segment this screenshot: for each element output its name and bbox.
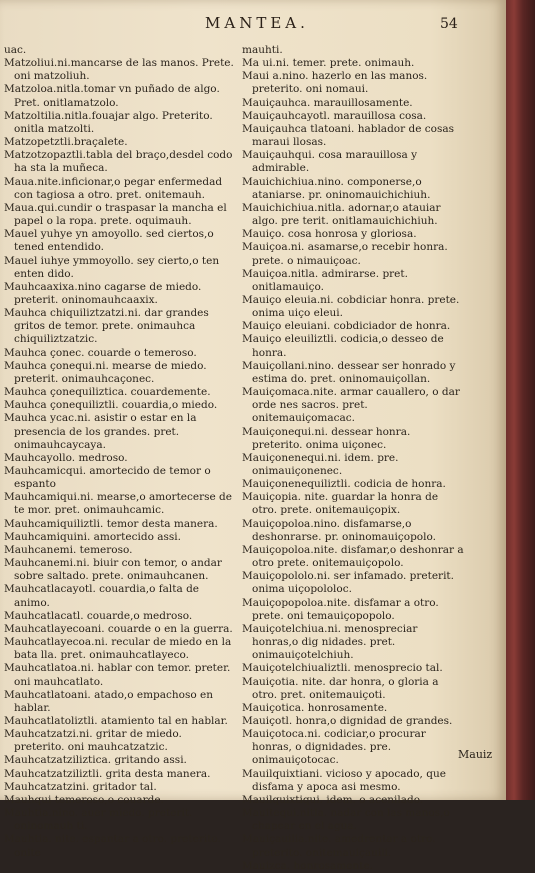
dictionary-entry: Mauhca çonequiliztli. couardia,o miedo.: [4, 399, 218, 412]
dictionary-entry: Mauel yuhye yn amoyollo. sed ciertos,o tened entendido.: [4, 228, 214, 254]
dictionary-entry: Mauhcamiquini. amortecido assi.: [4, 530, 181, 543]
dictionary-entry: Matzoliui.ni.mancarse de las manos. Prete. oni matzoliuh.: [4, 57, 234, 83]
dictionary-entry: Mauiçopopoloa.nite. disfamar a otro. prete. oni temauiçopopolo.: [242, 596, 439, 622]
book-spine: [505, 0, 535, 800]
dictionary-entry: Mauhcatlayecoa.ni. recular de miedo en la bata lla. pret. onimauhcatlayeco.: [4, 636, 232, 662]
dictionary-entry: Matzoloa.nitla.tomar vn puñado de algo. Pret. onitlamatzolo.: [4, 83, 220, 109]
dictionary-entry: Mauiçauhqui. cosa marauillosa y admirable.: [242, 149, 418, 175]
dictionary-entry: Matzotzopaztli.tabla del braço,desdel codo ha sta la muñeca.: [4, 149, 233, 175]
dictionary-entry: Mauel iuhye ymmoyollo. sey cierto,o ten enten dido.: [4, 254, 220, 280]
dictionary-entry: Mauiçotica. honrosamente.: [242, 701, 388, 714]
dictionary-entry: Mauhcatzatzini. gritador tal.: [4, 780, 157, 793]
dictionary-entry: Mauiçauhca tlatoani. hablador de cosas maraui llosas.: [242, 122, 454, 149]
dictionary-entry: Mauichichiua.nino. componerse,o ataniarse. pr. oninomauichichiuh.: [242, 175, 431, 201]
dictionary-entry: Mauiçonenequiliztli. codicia de honra.: [242, 478, 446, 491]
dictionary-entry: Mauiçotelchiualiztli. menosprecio tal.: [242, 662, 443, 675]
dictionary-entry: Mauhcanemi.ni. biuir con temor, o andar sobre saltado. prete. onimauhcanen.: [4, 557, 222, 583]
dictionary-entry: Maui a.nino. hazerlo en las manos. preterito. oni nomaui.: [242, 70, 428, 96]
dictionary-entry: Ma ui.ni. temer. prete. onimauh.: [242, 57, 415, 70]
dictionary-entry: Mauhca ycac.ni. asistir o estar en la presencia de los grandes. pret. onimauhcaycaya.: [4, 412, 197, 451]
dictionary-entry: Mauiçonequi.ni. dessear honra. preterito. onima uiçonec.: [242, 425, 411, 451]
dictionary-entry: Mauhcamiquiliztli. temor desta manera.: [4, 517, 218, 530]
dictionary-entry: Mauitequi.nitla. nadar con las manos,o chapear en el agua.: [242, 807, 450, 833]
catchword: Mauiz: [458, 748, 493, 761]
dictionary-entry: Mauiçopia. nite. guardar la honra de otro. prete. onitemauiçopix.: [242, 491, 439, 517]
dictionary-entry: Mauilquixtiqui. idem. o acenilado.: [242, 793, 424, 806]
dictionary-entry: Mauiçopololo.ni. ser infamado. preterit. onima uiçopololoc.: [242, 570, 454, 596]
dictionary-entry: Mauiçotoca.ni. codiciar,o procurar honras, o dignidades. pre. onimauiçotocac.: [242, 728, 426, 767]
dictionary-entry: Mauhcatlacayotl. couardia,o falta de animo.: [4, 583, 199, 609]
dictionary-entry: Mauhcatlatoa.ni. hablar con temor. preter. oni mauhcatlato.: [4, 662, 231, 688]
dictionary-entry: Mauhcatzatzi.ni. gritar de miedo. preterito. oni mauhcatzatzic.: [4, 728, 182, 754]
dictionary-entry: Mauhcatlayecoani. couarde o en la guerra.: [4, 622, 233, 635]
page-number: 54: [440, 16, 458, 32]
dictionary-entry: Mauhcatlatoliztli. atamiento tal en hablar.: [4, 714, 228, 727]
dictionary-entry: Mauhcamiqui.ni. mearse,o amortecerse de te mor. pret. onimauhcamic.: [4, 491, 232, 517]
dictionary-entry: Mauiçotl. honra,o dignidad de grandes.: [242, 714, 453, 727]
dictionary-entry: Mauiçauilia.nite. amedrentar a otro. preterito. onitemauiçauili.: [242, 833, 436, 859]
dictionary-entry: Mauiçollani.nino. dessear ser honrado y estima do. pret. oninomauiçollan.: [242, 359, 456, 385]
dictionary-entry: Mauizca. honrosamente.: [242, 859, 374, 872]
dictionary-entry: Mauhcayollo. medroso.: [4, 451, 128, 464]
dictionary-entry: Mauiçauhcayotl. marauillosa cosa.: [242, 109, 427, 122]
dictionary-entry: Mauhcamicqui. amortecido de temor o espanto: [4, 465, 211, 491]
dictionary-entry: Mauiçauhca. marauillosamente.: [242, 96, 413, 109]
dictionary-entry: Mauhca çonequi.ni. mearse de miedo. preterit. onimauhcaçonec.: [4, 359, 207, 385]
dictionary-entry: Mauhca çonec. couarde o temeroso.: [4, 346, 197, 359]
dictionary-entry: Maua.nite.inficionar,o pegar enfermedad con tagiosa a otro. pret. onitemauh.: [4, 175, 223, 201]
dictionary-entry: mauhti.: [242, 44, 283, 56]
dictionary-entry: Mauiço eleuiliztli. codicia,o desseo de honra.: [242, 333, 444, 359]
dictionary-entry: Mauilquixtiani. vicioso y apocado, que disfama y apoca asi mesmo.: [242, 767, 446, 793]
dictionary-entry: Mauiçopoloa.nino. disfamarse,o deshonrarse. pr. oninomauiçopolo.: [242, 517, 436, 543]
dictionary-entry: Mauichichiua.nitla. adornar,o atauiar algo. pre terit. onitlamauichichiuh.: [242, 201, 441, 228]
dictionary-entry: Mauhcaaxixa.nino cagarse de miedo. preterit. oninomauhcaaxix.: [4, 280, 202, 306]
page-header: [0, 14, 506, 36]
dictionary-entry: Mauhcatlacatl. couarde,o medroso.: [4, 609, 193, 622]
dictionary-entry: Mauiçoa.nitla. admirarse. pret. onitlamauiço.: [242, 267, 408, 293]
dictionary-entry: Mauiço eleuia.ni. cobdiciar honra. prete. onima uiço eleui.: [242, 293, 460, 320]
dictionary-entry: Mauhcatlatoani. atado,o empachoso en hablar.: [4, 688, 214, 714]
dictionary-entry: Mauhca çonequiliztica. couardemente.: [4, 386, 211, 399]
dictionary-entry: Mauiçotelchiua.ni. menospreciar honras,o dig nidades. pret. onimauiçotelchiuh.: [242, 622, 418, 662]
dictionary-entry: Mauiço eleuiani. cobdiciador de honra.: [242, 320, 451, 333]
dictionary-entry: Mauhtia. nite. espantar a otro. preterito. onite: [4, 833, 221, 859]
dictionary-entry: Mauhtia.nino. auer miedo. preterit. oninomauh ti.: [4, 807, 193, 833]
dictionary-entry: Matzoltilia.nitla.fouajar algo. Preterito. onitla matzolti.: [4, 109, 213, 135]
dictionary-entry: Mauhcatzatziliztica. gritando assi.: [4, 754, 187, 767]
dictionary-entry: Mauiçotia. nite. dar honra, o gloria a otro. pret. onitemauiçoti.: [242, 675, 439, 701]
dictionary-entry: Maua.qui.cundir o traspasar la mancha el papel o la ropa. prete. oquimauh.: [4, 201, 227, 228]
dictionary-entry: Mauiçopoloa.nite. disfamar,o deshonrar a otro prete. onitemauiçopolo.: [242, 543, 464, 570]
dictionary-entry: Mauhca chiquiliztzatzi.ni. dar grandes gritos de temor. prete. onimauhca chiquiliztzatzic.: [4, 307, 209, 346]
running-title: MANTEA.: [205, 14, 309, 32]
dictionary-entry: Mauiçonenequi.ni. idem. pre. onimauiçonenec.: [242, 451, 399, 477]
dictionary-entry: Matzopetztli.braçalete.: [4, 136, 128, 149]
right-column: [242, 44, 464, 873]
dictionary-entry: Mauiçomaca.nite. armar cauallero, o dar orde nes sacros. pret. onitemauiçomacac.: [242, 386, 460, 425]
left-column: [4, 44, 234, 860]
dictionary-entry: uac.: [4, 44, 27, 56]
dictionary-entry: Mauiço. cosa honrosa y gloriosa.: [242, 228, 417, 241]
dictionary-entry: Mauhcatzatziliztli. grita desta manera.: [4, 767, 211, 780]
dictionary-entry: Mauhqui temeroso,o couarde.: [4, 793, 164, 806]
dictionary-entry: Mauhcanemi. temeroso.: [4, 543, 133, 556]
dictionary-entry: Mauiçoa.ni. asamarse,o recebir honra. prete. o nimauiçoac.: [242, 241, 448, 267]
